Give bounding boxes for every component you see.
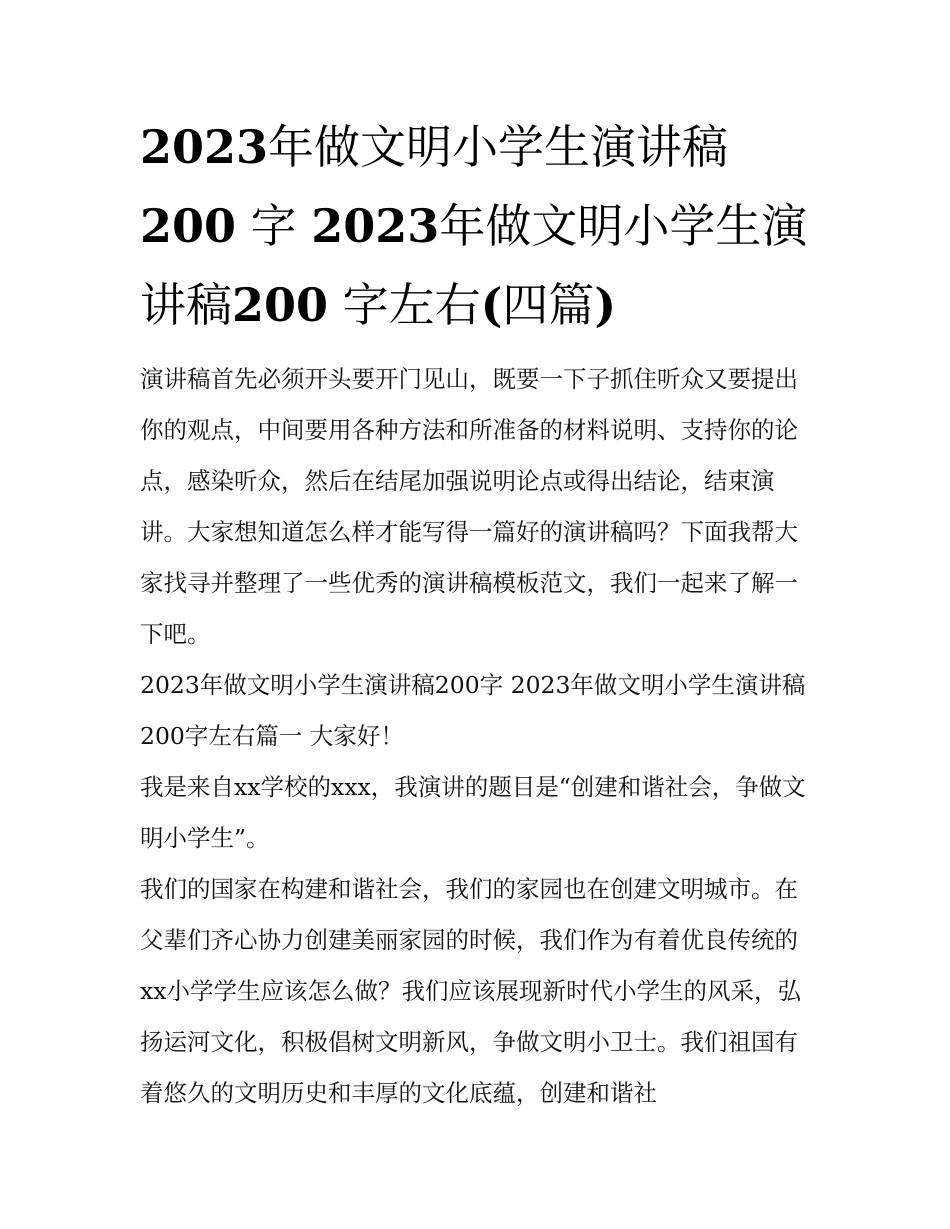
title-part: 字左右 [342,278,481,332]
intro-paragraph: 演讲稿首先必须开头要开门见山，既要一下子抓住听众又要提出你的观点，中间要用各种方法和所准备的材料说明、支持你的论点，感染听众，然后在结尾加强说明论点或得出结论，结束演讲。大家想知道怎么样才能写得一篇好的演讲稿吗？下面我帮大家找寻并整理了一些优秀的演讲稿模板范文，我们一起来了解一下吧。 [140,365,798,648]
title-part: ( [480,278,503,332]
title-part: 年做文明小学生演讲稿 [140,199,808,332]
title-part: ) [594,278,617,332]
title-part: 字 [250,199,297,253]
title-part: 2023 [140,120,269,174]
title-part: 200 [232,278,329,332]
document-body [140,354,815,1119]
title-part: 年做文明小学生演讲稿 [268,120,729,174]
speech-intro-paragraph: 我是来自xx学校的xxx，我演讲的题目是“创建和谐社会，争做文明小学生”。 [140,773,806,852]
speech-heading-paragraph: 2023年做文明小学生演讲稿200字 2023年做文明小学生演讲稿200字左右篇一 大家好！ [140,671,806,750]
title-part: 2023 [311,199,440,253]
speech-body-paragraph: 我们的国家在构建和谐社会，我们的家园也在创建文明城市。在父辈们齐心协力创建美丽家园的时候，我们作为有着优良传统的xx小学学生应该怎么做？我们应该展现新时代小学生的风采，弘扬运河文化，积极倡树文明新风，争做文明小卫士。我们祖国有着悠久的文明历史和丰厚的文化底蕴，创建和谐社 [140,875,802,1107]
title-part: 四篇 [502,278,595,332]
document-title [140,108,830,345]
title-part: 200 [140,199,237,253]
